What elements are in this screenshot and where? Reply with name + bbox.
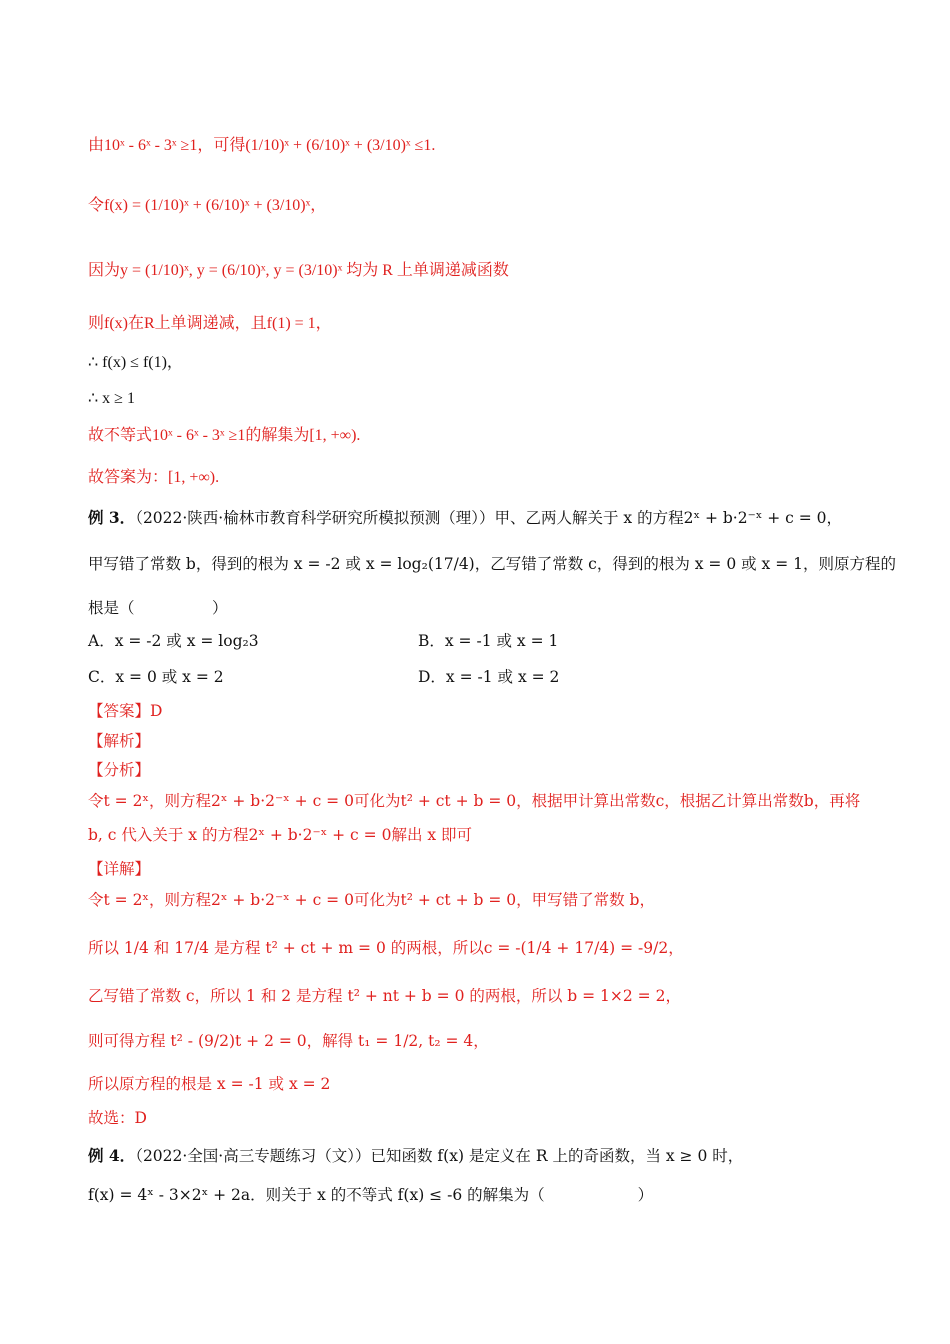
detail-line-3: 乙写错了常数 c，所以 1 和 2 是方程 t² + nt + b = 0 的两根，所以 b = 1×2 = 2， — [88, 987, 681, 1005]
outline-line-2: b, c 代入关于 x 的方程2ˣ + b·2⁻ˣ + c = 0解出 x 即可 — [88, 826, 473, 844]
line-from-inequality: 由10ˣ - 6ˣ - 3ˣ ≥1，可得(1/10)ˣ + (6/10)ˣ + (3/10)ˣ ≤1. — [88, 137, 436, 154]
detail-tag: 【详解】 — [88, 860, 151, 878]
outline-tag: 【分析】 — [88, 761, 151, 779]
option-b: B．x = -1 或 x = 1 — [418, 632, 559, 650]
line-therefore-x: ∴ x ≥ 1 — [88, 390, 135, 407]
line-f-decreasing: 则f(x)在R上单调递减，且f(1) = 1， — [88, 315, 332, 332]
detail-line-4: 则可得方程 t² - (9/2)t + 2 = 0，解得 t₁ = 1/2, t₂ = 4， — [88, 1032, 489, 1050]
example-4-question-line-2: f(x) = 4ˣ - 3×2ˣ + 2a．则关于 x 的不等式 f(x) ≤ -6 的解集为（ ） — [88, 1186, 654, 1204]
example-3-question-line-3: 根是（ ） — [88, 599, 228, 617]
example-4-label: 例 4． — [88, 1146, 136, 1165]
line-therefore-f: ∴ f(x) ≤ f(1)， — [88, 354, 183, 371]
option-c: C．x = 0 或 x = 2 — [88, 668, 224, 686]
line-monotonic-functions: 因为y = (1/10)ˣ, y = (6/10)ˣ, y = (3/10)ˣ 均为 R 上单调递减函数 — [88, 262, 509, 279]
analysis-tag: 【解析】 — [88, 732, 151, 750]
option-a: A．x = -2 或 x = log₂3 — [88, 632, 259, 650]
line-answer: 故答案为：[1, +∞). — [88, 469, 220, 486]
detail-line-1: 令t = 2ˣ，则方程2ˣ + b·2⁻ˣ + c = 0可化为t² + ct + b = 0，甲写错了常数 b， — [88, 891, 655, 909]
example-3-label: 例 3． — [88, 508, 136, 527]
detail-line-2: 所以 1/4 和 17/4 是方程 t² + ct + m = 0 的两根，所以c = -(1/4 + 17/4) = -9/2， — [88, 939, 684, 957]
example-3-text-1: （2022·陕西·榆林市教育科学研究所模拟预测（理））甲、乙两人解关于 x 的方程2ˣ + b·2⁻ˣ + c = 0， — [135, 509, 843, 527]
option-d: D．x = -1 或 x = 2 — [418, 668, 560, 686]
detail-line-5: 所以原方程的根是 x = -1 或 x = 2 — [88, 1075, 331, 1093]
answer-tag: 【答案】D — [88, 702, 163, 720]
example-4-text-1: （2022·全国·高三专题练习（文））已知函数 f(x) 是定义在 R 上的奇函数，当 x ≥ 0 时， — [135, 1147, 744, 1165]
detail-line-6: 故选：D — [88, 1109, 147, 1127]
line-define-f: 令f(x) = (1/10)ˣ + (6/10)ˣ + (3/10)ˣ， — [88, 197, 327, 214]
example-3-question-line-2: 甲写错了常数 b，得到的根为 x = -2 或 x = log₂(17/4)，乙写错了常数 c，得到的根为 x = 0 或 x = 1，则原方程的 — [88, 555, 897, 573]
line-solution-set: 故不等式10ˣ - 6ˣ - 3ˣ ≥1的解集为[1, +∞). — [88, 427, 361, 444]
example-3-question-line-1 — [88, 507, 842, 529]
outline-line-1: 令t = 2ˣ，则方程2ˣ + b·2⁻ˣ + c = 0可化为t² + ct + b = 0，根据甲计算出常数c，根据乙计算出常数b，再将 — [88, 792, 861, 810]
example-4-question-line-1 — [88, 1145, 743, 1167]
